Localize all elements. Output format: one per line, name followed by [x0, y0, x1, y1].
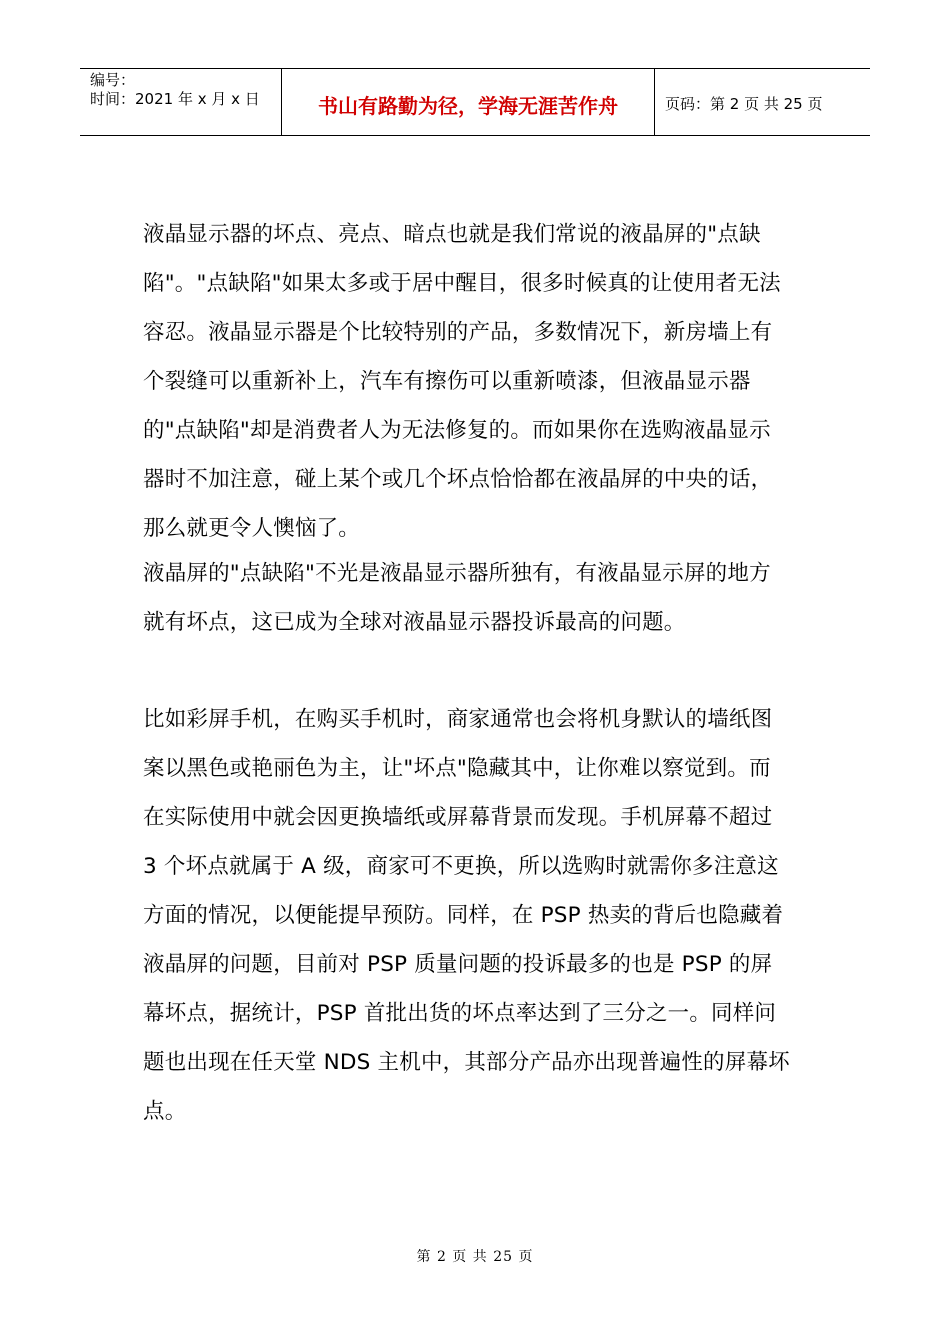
text-line: 比如彩屏手机，在购买手机时，商家通常也会将机身默认的墙纸图 [143, 707, 773, 732]
text-line: 3 个坏点就属于 A 级，商家可不更换，所以选购时就需你多注意这 [143, 854, 779, 879]
text-line: 液晶屏的问题，目前对 PSP 质量问题的投诉最多的也是 PSP 的屏 [143, 952, 773, 977]
text-line: 陷"。"点缺陷"如果太多或于居中醒目，很多时候真的让使用者无法 [143, 271, 781, 296]
text-line: 在实际使用中就会因更换墙纸或屏幕背景而发现。手机屏幕不超过 [143, 805, 773, 830]
document-body [143, 210, 813, 1136]
page-footer [0, 1246, 950, 1266]
document-number-label: 编号： [90, 71, 136, 89]
header-motto: 书山有路勤为径，学海无涯苦作舟 [318, 93, 618, 118]
text-line: 案以黑色或艳丽色为主，让"坏点"隐藏其中，让你难以察觉到。而 [143, 756, 771, 781]
text-line: 容忍。液晶显示器是个比较特别的产品，多数情况下，新房墙上有 [143, 320, 773, 345]
text-line: 液晶屏的"点缺陷"不光是液晶显示器所独有，有液晶显示屏的地方 [143, 561, 771, 586]
text-line: 幕坏点，据统计，PSP 首批出货的坏点率达到了三分之一。同样问 [143, 1001, 777, 1026]
paragraph-gap [143, 647, 813, 695]
header-page-info: 页码：第 2 页 共 25 页 [665, 94, 823, 113]
text-line: 那么就更令人懊恼了。 [143, 516, 361, 541]
paragraph-2 [143, 549, 813, 647]
header-motto-cell [282, 69, 655, 135]
text-line: 就有坏点，这已成为全球对液晶显示器投诉最高的问题。 [143, 610, 686, 635]
document-date: 时间：2021 年 x 月 x 日 [90, 90, 260, 108]
text-line: 液晶显示器的坏点、亮点、暗点也就是我们常说的液晶屏的"点缺 [143, 222, 761, 247]
paragraph-1 [143, 210, 813, 549]
page-header [80, 68, 870, 136]
header-page-cell [655, 69, 870, 135]
text-line: 个裂缝可以重新补上，汽车有擦伤可以重新喷漆，但液晶显示器 [143, 369, 751, 394]
text-line: 点。 [143, 1099, 187, 1124]
paragraph-3 [143, 695, 813, 1136]
header-meta-cell [80, 69, 282, 135]
text-line: 题也出现在任天堂 NDS 主机中，其部分产品亦出现普遍性的屏幕坏 [143, 1050, 790, 1075]
text-line: 的"点缺陷"却是消费者人为无法修复的。而如果你在选购液晶显示 [143, 418, 771, 443]
footer-page-number: 第 2 页 共 25 页 [416, 1249, 534, 1265]
text-line: 方面的情况，以便能提早预防。同样，在 PSP 热卖的背后也隐藏着 [143, 903, 784, 928]
text-line: 器时不加注意，碰上某个或几个坏点恰恰都在液晶屏的中央的话， [143, 467, 773, 492]
